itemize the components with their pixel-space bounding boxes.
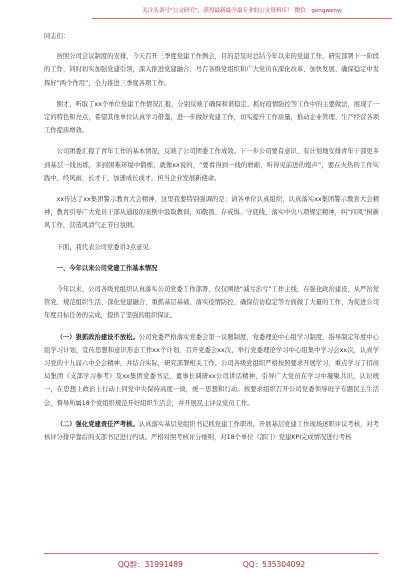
top-banner: [92, 6, 392, 19]
item-2-title: （二）强化党建责任严考核。: [56, 420, 139, 428]
qq-contact-label: QQ：535304092: [242, 559, 306, 569]
footer-bar: [44, 553, 379, 574]
qq-group-label: QQ群：31991489: [117, 559, 183, 569]
document-body: [44, 30, 379, 452]
paragraph-5: 下面，我代表公司党委讲3点意见：: [56, 243, 156, 251]
item-1-body: 公司党委严格落实党委会第一议题制度，党委理论中心组学习制度，指导制定年度中心组学习计划，宣传思想和意识形态工作xx个计划，召开党委会xx次，举行党委理论学习中心组集中学习会xx次，认真学习党的十九届六中全会精神，并结合实际，研究部署相关工作。公司各级党组织严格按照要求开展学习，重点学习了招商局集团《支部学习参考》及xx集团党委书记、董事长调研xx公司讲话精神，引导广大党员在学习中凝聚共识，认识统一，在思想上政治上行动上同党中央保持高度一致，统一思想和行动。按要求组织召开公司党委领导班子专题民主生活会，督导所属18个党组织规范开好组织生活会，并开展民主评议党员工作。: [44, 333, 380, 407]
paragraph-3: 公司团委汇报了青年工作的基本情况，反映了公司团委工作成效。下一步公司要有意识、有计划地安排青年干部更多到基层一线历练，多到困难环境中锻炼，就像xx说的，“要看得到一线的磨砺，听得见前进的炮声”，要在火热的工作实践中，经风雨、长才干，加速成长成才，担当企业发展新使命。: [44, 148, 379, 182]
banner-text: 关注头条号"公文研究"，获得最新最全最专业的公文资料库！ 微信：gongwenyj: [142, 8, 342, 14]
section-1-paragraph: 今年以来，公司各级党组织认真落实公司党委工作部署，仅仅围绕“减亏治亏”工作主线，在强化政治建设、从严治党管党、规范组织生活、深化党建融合、重抓基层基础、落实疫情防控、确保信访稳定等方面做了大量的工作，为促进公司年度目标任务的完成，提供了坚强的组织保证。: [44, 286, 379, 320]
item-2-body: 认真落实基层党组织书记抓党建工作职责，开展基层党建工作现场述职评议考核，对考核评分排序靠后的支部书记进行约谈。严格对照考核评分细则，对18个单位（部门）党建KPI完成情况进行考核: [44, 420, 380, 442]
item-1-title: （一）狠抓政治建设不放松。: [56, 333, 139, 341]
item-1-paragraph: [44, 331, 379, 410]
salutation: 同志们：: [44, 33, 70, 40]
item-2-paragraph: [44, 418, 379, 444]
paragraph-2: 刚才，听取了xx个单位党建工作情况汇报，分别反映了确保和谐稳定、抓好疫情防控等工作中的主要做法，展现了一定的特色和亮点，希望其他单位认真学习借鉴，进一步做好党建工作，切实提升工作质量，推动企业管理、生产经营各项工作提质增效。: [44, 100, 379, 135]
paragraph-1: 按照公司会议制度的安排，今天召开三季度党建工作例会，目的是及时总结今年以来的党建工作，研究部署下一阶段的工作，同时切实加强党建引领，深入推进党建融合，号召各级党组织和广大党员在深化改革、加快发展、确保稳定中发挥好“两个作用”，全力推进三季度各项工作。: [44, 53, 379, 87]
section-1-heading: 一、今年以来公司党建工作基本情况: [56, 264, 158, 272]
paragraph-4: xx传达了xx集团警示教育大会精神，这里我要特别强调的是：请各单位认真组织，认真落实xx集团警示教育大会精神，教育引导广大党员干部从通报的案例中汲取教训，知敬畏、存戒惧、守底线，落实中央八项规定精神，纠“四风”树新风工作，营造风清气正节日氛围。: [44, 196, 379, 230]
